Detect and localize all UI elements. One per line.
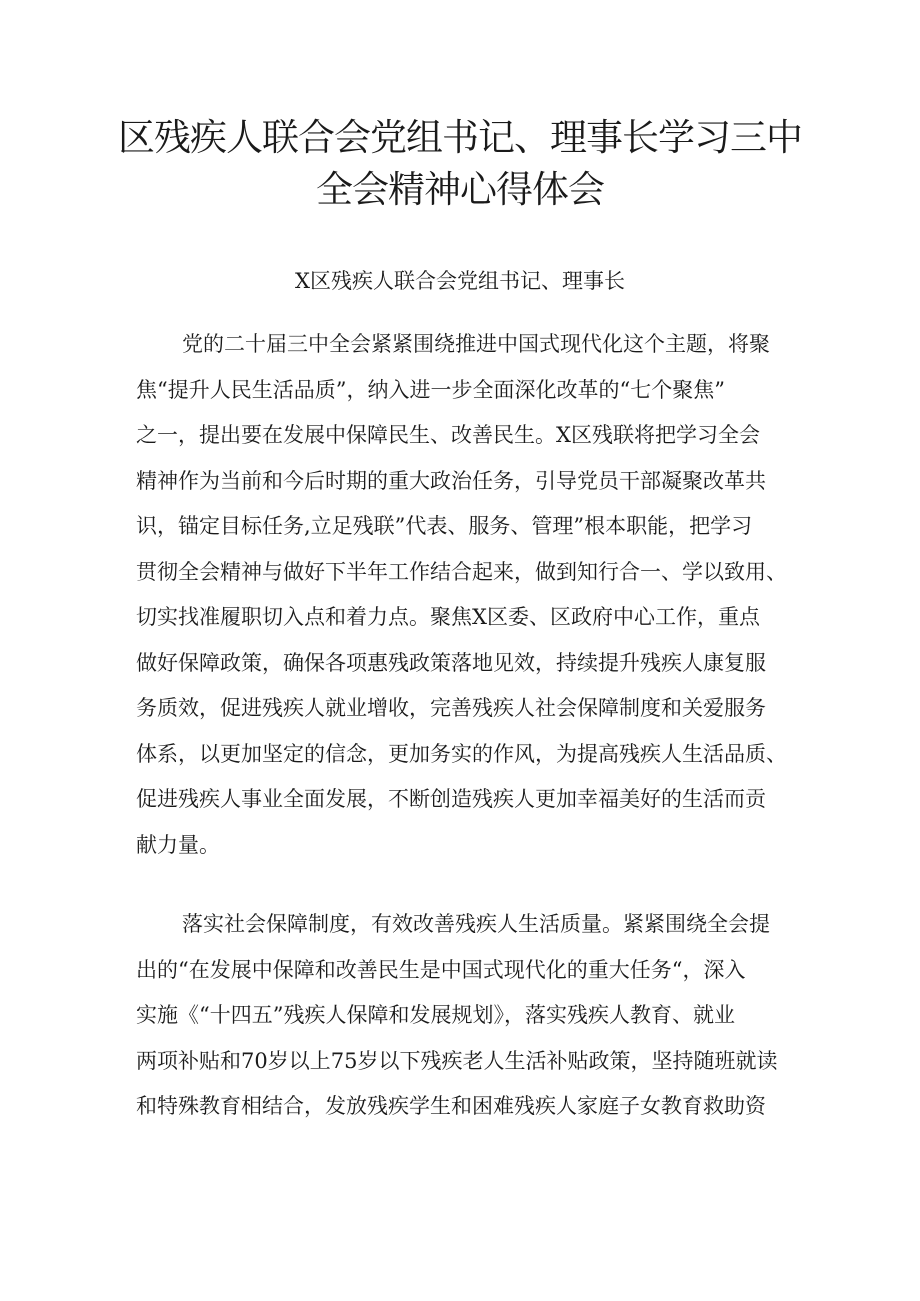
paragraph-line: 精神作为当前和今后时期的重大政治任务，引导党员干部凝聚改革共 [136, 468, 766, 493]
paragraph-line: 之一，提出要在发展中保障民生、改善民生。X区残联将把学习全会 [136, 423, 760, 447]
document-title [60, 112, 860, 216]
paragraph-line: 两项补贴和70岁以上75岁以下残疾老人生活补贴政策，坚持随班就读 [136, 1048, 778, 1073]
paragraph-line: 献力量。 [136, 832, 220, 857]
paragraph [136, 902, 796, 1130]
paragraph-line: 焦“提升人民生活品质”，纳入进一步全面深化改革的“七个聚焦” [136, 377, 725, 402]
author-line: X区残疾人联合会党组书记、理事长 [295, 269, 625, 293]
paragraph-line: 党的二十届三中全会紧紧围绕推进中国式现代化这个主题，将聚 [182, 332, 770, 356]
paragraph-line: 做好保障政策，确保各项惠残政策落地见效，持续提升残疾人康复服 [136, 650, 766, 675]
paragraph-line: 体系，以更加坚定的信念，更加务实的作风，为提高残疾人生活品质、 [136, 741, 787, 766]
paragraph-line: 落实社会保障制度，有效改善残疾人生活质量。紧紧围绕全会提 [182, 912, 770, 936]
paragraph-line: 识，锚定目标任务,立足残联”代表、服务、管理”根本职能，把学习 [136, 514, 753, 538]
paragraph [136, 322, 796, 868]
paragraph-line: 务质效，促进残疾人就业增收，完善残疾人社会保障制度和关爱服务 [136, 696, 766, 720]
paragraph-line: 实施《“十四五”残疾人保障和发展规划》，落实残疾人教育、就业 [136, 1003, 735, 1027]
paragraph-line: 出的“在发展中保障和改善民生是中国式现代化的重大任务“，深入 [136, 957, 746, 982]
paragraph-line: 切实找准履职切入点和着力点。聚焦X区委、区政府中心工作，重点 [136, 605, 760, 629]
paragraph-line: 促进残疾人事业全面发展，不断创造残疾人更加幸福美好的生活而贡 [136, 787, 766, 811]
paragraph-line: 和特殊教育相结合，发放残疾学生和困难残疾人家庭子女教育救助资 [136, 1094, 766, 1118]
title-line: 全会精神心得体会 [316, 168, 604, 211]
paragraph-line: 贯彻全会精神与做好下半年工作结合起来，做到知行合一、学以致用、 [136, 559, 787, 584]
title-line: 区残疾人联合会党组书记、理事长学习三中 [118, 116, 802, 159]
